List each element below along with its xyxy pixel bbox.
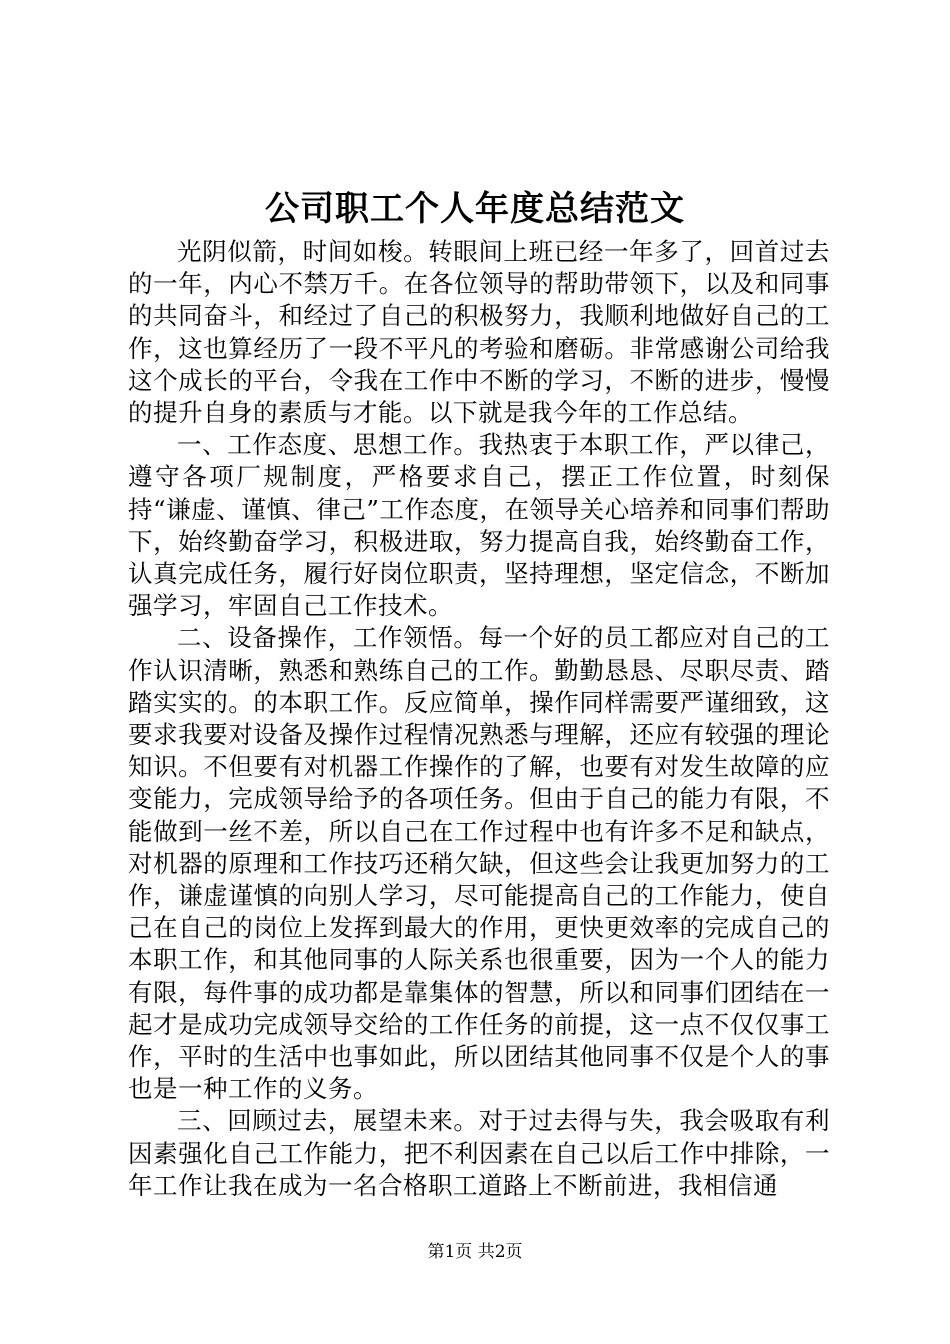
page-number-footer: 第1页 共2页	[427, 1242, 523, 1262]
paragraph-intro: 光阴似箭，时间如梭。转眼间上班已经一年多了，回首过去的一年，内心不禁万千。在各位领导的帮助带领下，以及和同事的共同奋斗，和经过了自己的积极努力，我顺利地做好自己的工作，这也算经历了一段不平凡的考验和磨砺。非常感谢公司给我这个成长的平台，令我在工作中不断的学习，不断的进步，慢慢的提升自身的素质与才能。以下就是我今年的工作总结。	[128, 237, 830, 428]
paragraph-review-outlook: 三、回顾过去，展望未来。对于过去得与失，我会吸取有利因素强化自己工作能力，把不利因素在自己以后工作中排除，一年工作让我在成为一名合格职工道路上不断前进，我相信通	[128, 1106, 830, 1200]
document-body	[128, 236, 830, 1202]
document-title: 公司职工个人年度总结范文	[265, 189, 685, 229]
paragraph-equipment-operation: 二、设备操作，工作领悟。每一个好的员工都应对自己的工作认识清晰，熟悉和熟练自己的工作。勤勤恳恳、尽职尽责、踏踏实实的。的本职工作。反应简单，操作同样需要严谨细致，这要求我要对设备及操作过程情况熟悉与理解，还应有较强的理论知识。不但要有对机器工作操作的了解，也要有对发生故障的应变能力，完成领导给予的各项任务。但由于自己的能力有限，不能做到一丝不差，所以自己在工作过程中也有许多不足和缺点，对机器的原理和工作技巧还稍欠缺，但这些会让我更加努力的工作，谦虚谨慎的向别人学习，尽可能提高自己的工作能力，使自己在自己的岗位上发挥到最大的作用，更快更效率的完成自己的本职工作，和其他同事的人际关系也很重要，因为一个人的能力有限，每件事的成功都是靠集体的智慧，所以和同事们团结在一起才是成功完成领导交给的工作任务的前提，这一点不仅仅事工作，平时的生活中也事如此，所以团结其他同事不仅是个人的事也是一种工作的义务。	[128, 623, 830, 1104]
paragraph-work-attitude: 一、工作态度、思想工作。我热衷于本职工作，严以律己，遵守各项厂规制度，严格要求自己，摆正工作位置，时刻保持“谦虚、谨慎、律己”工作态度，在领导关心培养和同事们帮助下，始终勤奋学习，积极进取，努力提高自我，始终勤奋工作，认真完成任务，履行好岗位职责，坚持理想，坚定信念，不断加强学习，牢固自己工作技术。	[128, 430, 830, 621]
